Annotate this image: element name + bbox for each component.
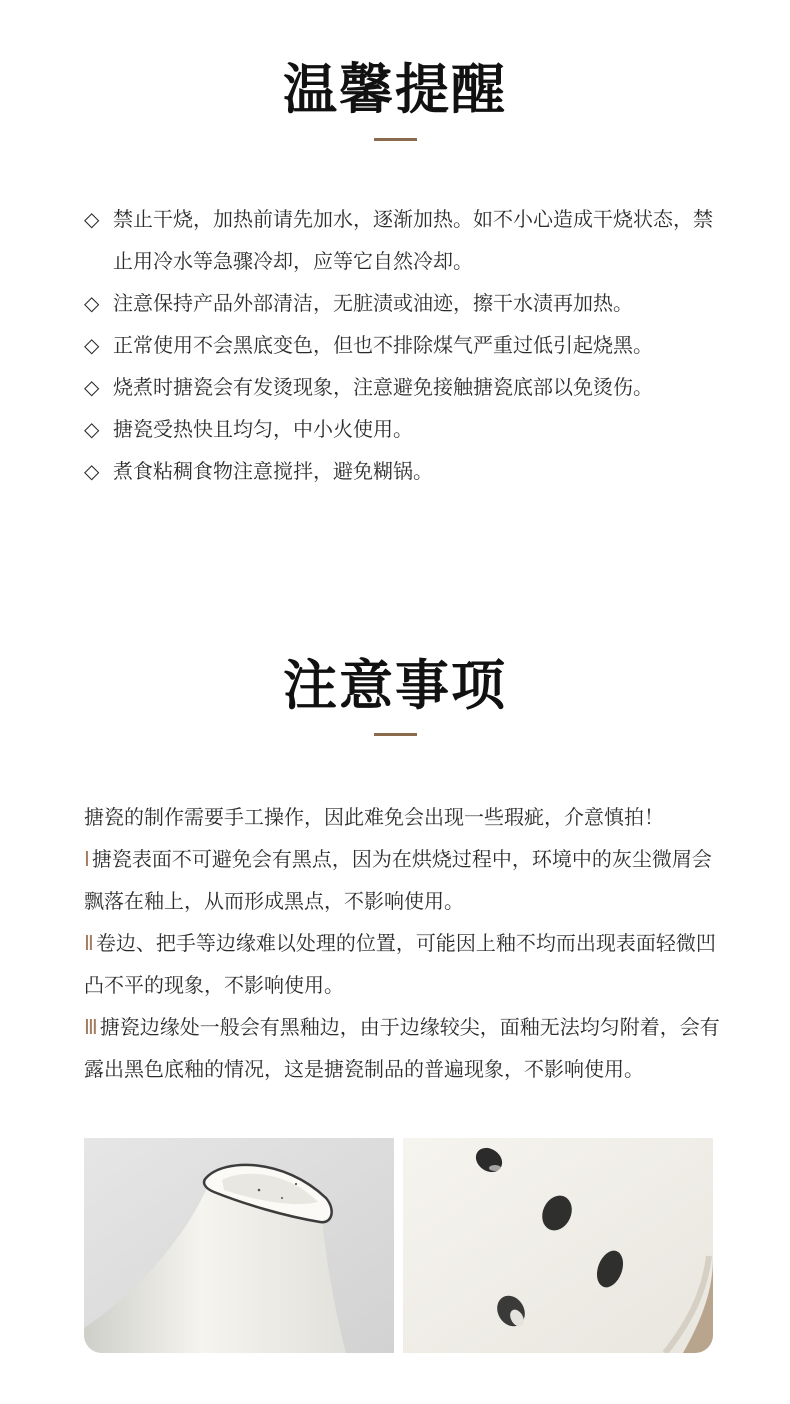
list-item xyxy=(84,450,724,492)
roman-numeral-3: Ⅲ xyxy=(84,1015,98,1039)
notice-item-text: 卷边、把手等边缘难以处理的位置，可能因上釉不均而出现表面轻微凹凸不平的现象，不影响使用。 xyxy=(84,931,716,997)
enamel-holes-image xyxy=(403,1138,713,1353)
notice-body xyxy=(84,796,729,1090)
notice-item-text: 搪瓷表面不可避免会有黑点，因为在烘烧过程中，环境中的灰尘微屑会飘落在釉上，从而形成黑点，不影响使用。 xyxy=(84,847,712,913)
list-item xyxy=(84,282,724,324)
enamel-holes-photo xyxy=(403,1138,713,1353)
reminder-title: 温馨提醒 xyxy=(283,58,507,121)
list-item xyxy=(84,324,724,366)
diamond-icon: ◇ xyxy=(84,459,100,483)
reminder-item-text: 烧煮时搪瓷会有发烫现象，注意避免接触搪瓷底部以免烫伤。 xyxy=(113,375,653,399)
reminder-title-rule xyxy=(374,138,417,141)
diamond-icon: ◇ xyxy=(84,417,100,441)
list-item xyxy=(84,366,724,408)
diamond-icon: ◇ xyxy=(84,333,100,357)
diamond-icon: ◇ xyxy=(84,207,100,231)
notice-intro: 搪瓷的制作需要手工操作，因此难免会出现一些瑕疵，介意慎拍！ xyxy=(84,805,664,829)
enamel-spout-photo xyxy=(84,1138,394,1353)
roman-numeral-2: Ⅱ xyxy=(84,931,94,955)
notice-title: 注意事项 xyxy=(283,654,507,717)
reminder-item-text: 煮食粘稠食物注意搅拌，避免糊锅。 xyxy=(113,459,433,483)
enamel-spout-image xyxy=(84,1138,394,1353)
list-item xyxy=(84,408,724,450)
notice-item xyxy=(84,838,729,922)
notice-item xyxy=(84,1006,729,1090)
reminder-item-text: 正常使用不会黑底变色，但也不排除煤气严重过低引起烧黑。 xyxy=(113,333,653,357)
roman-numeral-1: Ⅰ xyxy=(84,847,90,871)
notice-item-text: 搪瓷边缘处一般会有黑釉边，由于边缘较尖，面釉无法均匀附着，会有露出黑色底釉的情况，这是搪瓷制品的普遍现象，不影响使用。 xyxy=(84,1015,720,1081)
diamond-icon: ◇ xyxy=(84,291,100,315)
reminder-item-text: 搪瓷受热快且均匀，中小火使用。 xyxy=(113,417,413,441)
reminder-item-text: 禁止干烧，加热前请先加水，逐渐加热。如不小心造成干烧状态，禁止用冷水等急骤冷却，应等它自然冷却。 xyxy=(113,207,713,273)
diamond-icon: ◇ xyxy=(84,375,100,399)
notice-title-rule xyxy=(374,733,417,736)
reminder-item-text: 注意保持产品外部清洁，无脏渍或油迹，擦干水渍再加热。 xyxy=(113,291,633,315)
list-item xyxy=(84,198,724,282)
reminder-list xyxy=(84,198,724,492)
notice-item xyxy=(84,922,729,1006)
